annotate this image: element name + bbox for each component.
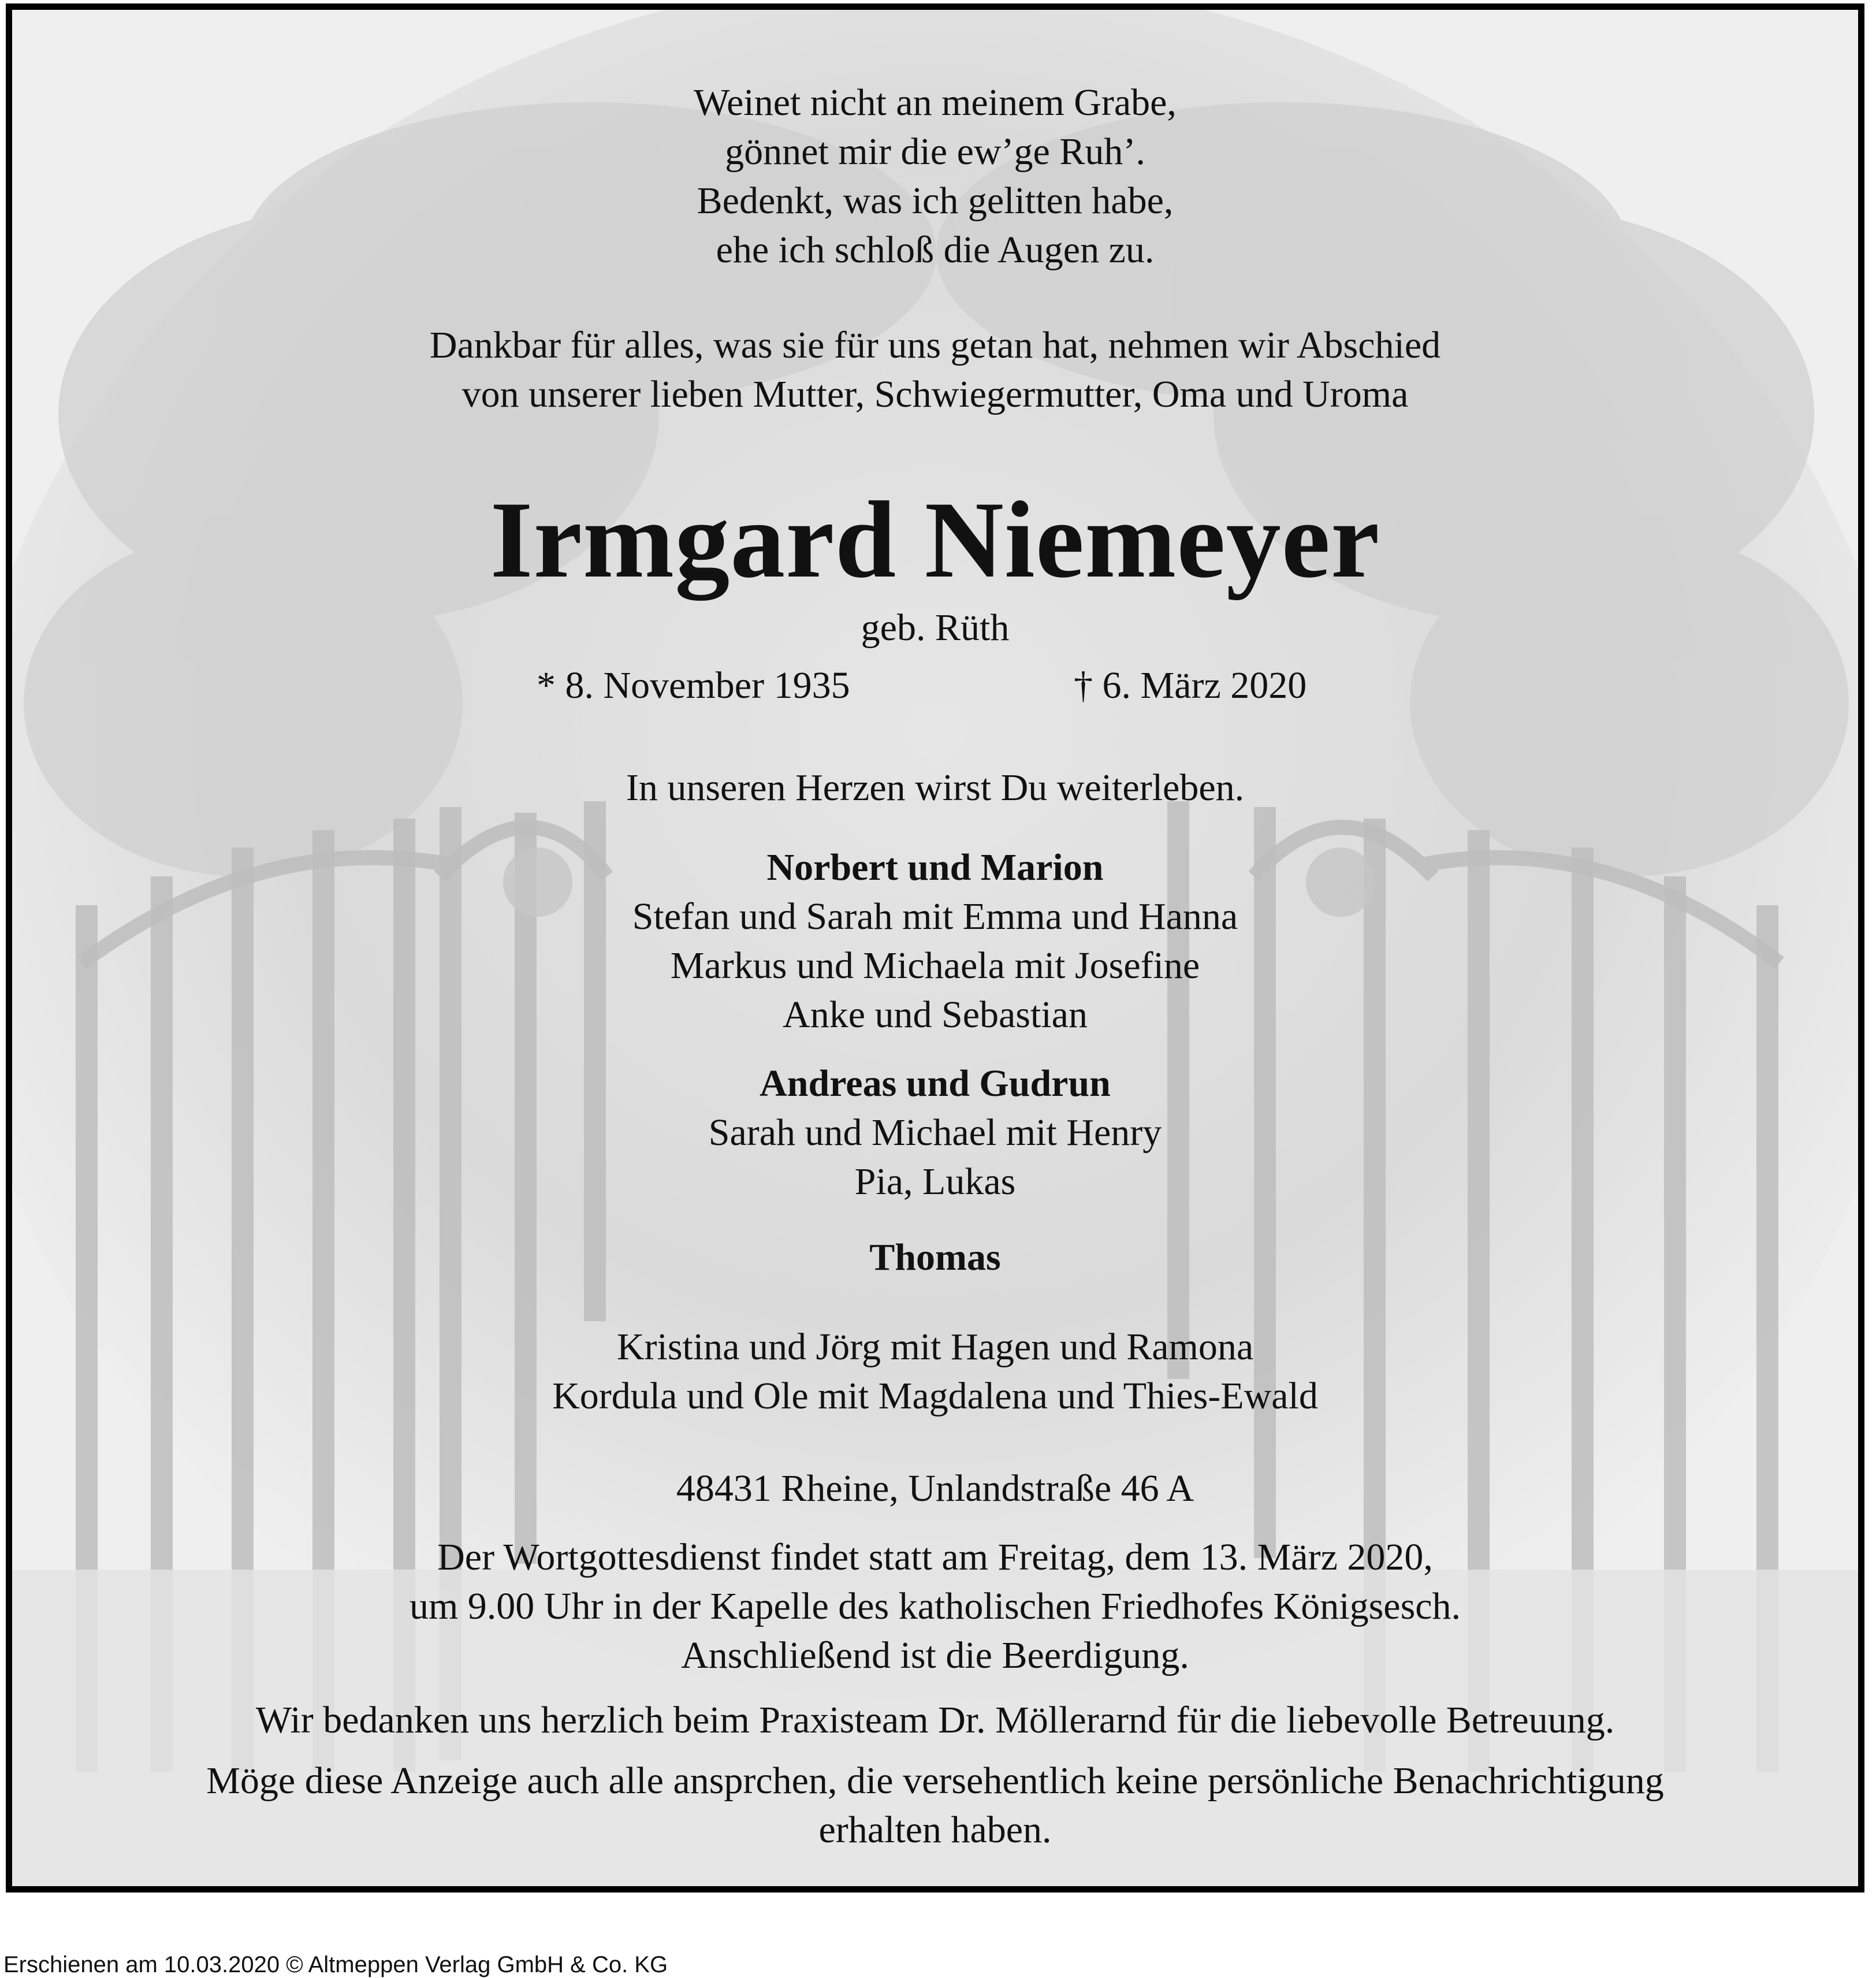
- birth-date: * 8. November 1935: [537, 664, 850, 707]
- family-head: Norbert und Marion: [766, 846, 1104, 888]
- grandchildren-extra: [12, 1322, 1858, 1421]
- poem-line: Weinet nicht an meinem Grabe,: [694, 81, 1177, 124]
- poem-line: Bedenkt, was ich gelitten habe,: [697, 180, 1174, 222]
- death-date: † 6. März 2020: [1074, 664, 1307, 707]
- address: 48431 Rheine, Unlandstraße 46 A: [676, 1467, 1194, 1509]
- intro-line: Dankbar für alles, was sie für uns getan hat, nehmen wir Abschied: [429, 324, 1441, 366]
- family-norbert: [12, 843, 1858, 1039]
- family-member: Anke und Sebastian: [783, 994, 1088, 1036]
- farewell-intro: [12, 321, 1858, 419]
- maiden-name: geb. Rüth: [861, 607, 1010, 649]
- notice-line: erhalten haben.: [818, 1809, 1052, 1851]
- family-member: Kristina und Jörg mit Hagen und Ramona: [616, 1326, 1254, 1368]
- remembrance-line: In unseren Herzen wirst Du weiterleben.: [626, 767, 1245, 809]
- notice-line: Möge diese Anzeige auch alle ansprchen, die versehentlich keine persönliche Benachrichtigung: [206, 1760, 1664, 1802]
- service-info: [12, 1533, 1858, 1680]
- publication-footer: Erschienen am 10.03.2020 © Altmeppen Verlag GmbH & Co. KG: [3, 1952, 668, 1977]
- deceased-name: Irmgard Niemeyer: [490, 479, 1380, 601]
- family-member: Markus und Michaela mit Josefine: [670, 945, 1200, 987]
- poem-line: gönnet mir die ew’ge Ruh’.: [725, 131, 1145, 173]
- service-line: Anschließend ist die Beerdigung.: [681, 1634, 1189, 1676]
- service-line: um 9.00 Uhr in der Kapelle des katholischen Friedhofes Königsesch.: [409, 1585, 1461, 1627]
- intro-line: von unserer lieben Mutter, Schwiegermutter, Oma und Uroma: [461, 373, 1409, 415]
- family-member: Sarah und Michael mit Henry: [708, 1111, 1162, 1154]
- family-member: Stefan und Sarah mit Emma und Hanna: [632, 895, 1238, 938]
- thanks-line: Wir bedanken uns herzlich beim Praxisteam Dr. Möllerarnd für die liebevolle Betreuung.: [255, 1699, 1615, 1741]
- family-head: Andreas und Gudrun: [760, 1062, 1111, 1105]
- family-andreas: [12, 1059, 1858, 1206]
- poem-line: ehe ich schloß die Augen zu.: [716, 229, 1155, 271]
- service-line: Der Wortgottesdienst findet statt am Freitag, dem 13. März 2020,: [437, 1536, 1433, 1578]
- family-member: Pia, Lukas: [854, 1161, 1016, 1203]
- obituary-frame: [6, 3, 1864, 1893]
- family-member: Kordula und Ole mit Magdalena und Thies-Ewald: [552, 1375, 1318, 1417]
- family-thomas: [12, 1233, 1858, 1282]
- poem: [12, 78, 1858, 274]
- family-head: Thomas: [869, 1236, 1001, 1278]
- notice: [12, 1756, 1858, 1854]
